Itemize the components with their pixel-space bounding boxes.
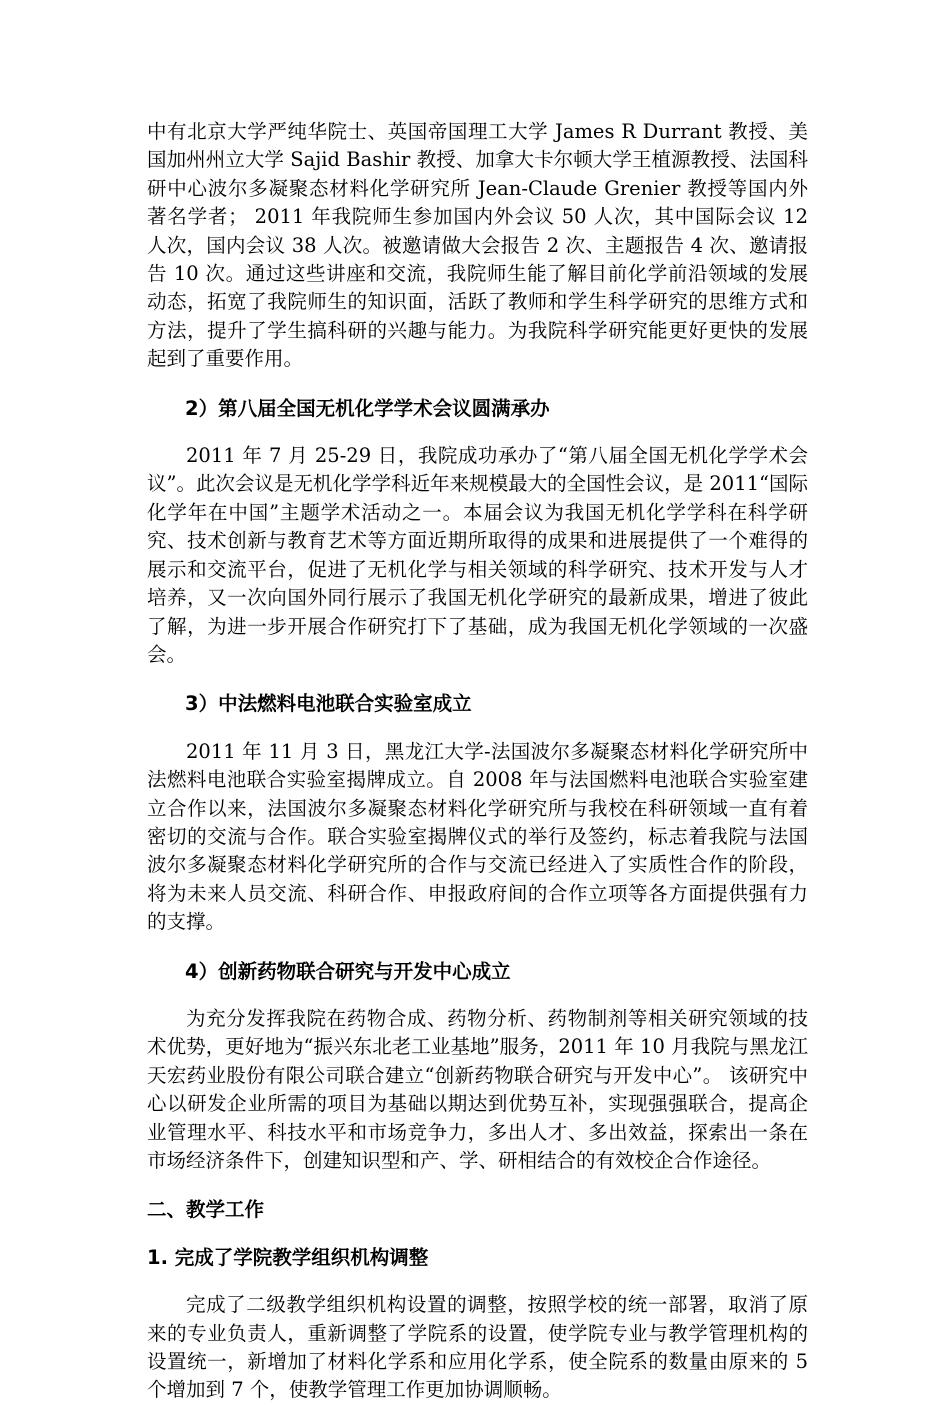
section-3-paragraph: 2011 年 11 月 3 日，黑龙江大学-法国波尔多凝聚态材料化学研究所中法燃料电池联合实验室揭牌成立。自 2008 年与法国燃料电池联合实验室建立合作以来，法国波尔多凝聚态材料化学研究所与我校在科研领域一直有着密切的交流与合作。联合实验室揭牌仪式的举行及签约，标志着我院与法国波尔多凝聚态材料化学研究所的合作与交流已经进入了实质性合作的阶段，将为未来人员交流、科研合作、申报政府间的合作立项等各方面提供强有力的支撑。: [147, 739, 808, 934]
item-1-heading: 1. 完成了学院教学组织机构调整: [147, 1245, 429, 1269]
document-body: [147, 118, 808, 1405]
section-4-paragraph: 为充分发挥我院在药物合成、药物分析、药物制剂等相关研究领域的技术优势，更好地为“振兴东北老工业基地”服务，2011 年 10 月我院与黑龙江天宏药业股份有限公司联合建立“创新药物联合研究与开发中心”。 该研究中心以研发企业所需的项目为基础以期达到优势互补，实现强强联合，提高企业管理水平、科技水平和市场竞争力，多出人才、多出效益，探索出一条在市场经济条件下，创建知识型和产、学、研相结合的有效校企合作途径。: [147, 1006, 808, 1172]
section-2-paragraph: 2011 年 7 月 25-29 日，我院成功承办了“第八届全国无机化学学术会议”。此次会议是无机化学学科近年来规模最大的全国性会议，是 2011“国际化学年在中国”主题学术活动之一。本届会议为我国无机化学学科在科学研究、技术创新与教育艺术等方面近期所取得的成果和进展提供了一个难得的展示和交流平台，促进了无机化学与相关领域的科学研究、技术开发与人才培养，又一次向国外同行展示了我国无机化学研究的最新成果，增进了彼此了解，为进一步开展合作研究打下了基础，成为我国无机化学领域的一次盛会。: [147, 444, 808, 666]
intro-paragraph: 中有北京大学严纯华院士、英国帝国理工大学 James R Durrant 教授、美国加州州立大学 Sajid Bashir 教授、加拿大卡尔顿大学王植源教授、法国科研中心波尔多凝聚态材料化学研究所 Jean-Claude Grenier 教授等国内外著名学者； 2011 年我院师生参加国内外会议 50 人次，其中国际会议 12 人次，国内会议 38 人次。被邀请做大会报告 2 次、主题报告 4 次、邀请报告 10 次。通过这些讲座和交流，我院师生能了解目前化学前沿领域的发展动态，拓宽了我院师生的知识面，活跃了教师和学生科学研究的思维方式和方法，提升了学生搞科研的兴趣与能力。为我院科学研究能更好更快的发展起到了重要作用。: [147, 120, 808, 371]
section-4-heading: 4）创新药物联合研究与开发中心成立: [185, 959, 511, 983]
section-3-heading: 3）中法燃料电池联合实验室成立: [185, 692, 472, 716]
item-1-paragraph: 完成了二级教学组织机构设置的调整，按照学校的统一部署，取消了原来的专业负责人，重新调整了学院系的设置，使学院专业与教学管理机构的设置统一，新增加了材料化学系和应用化学系，使全院系的数量由原来的 5 个增加到 7 个，使教学管理工作更加协调顺畅。: [147, 1293, 808, 1402]
part-2-heading: 二、教学工作: [147, 1198, 265, 1222]
section-2-heading: 2）第八届全国无机化学学术会议圆满承办: [185, 396, 550, 420]
